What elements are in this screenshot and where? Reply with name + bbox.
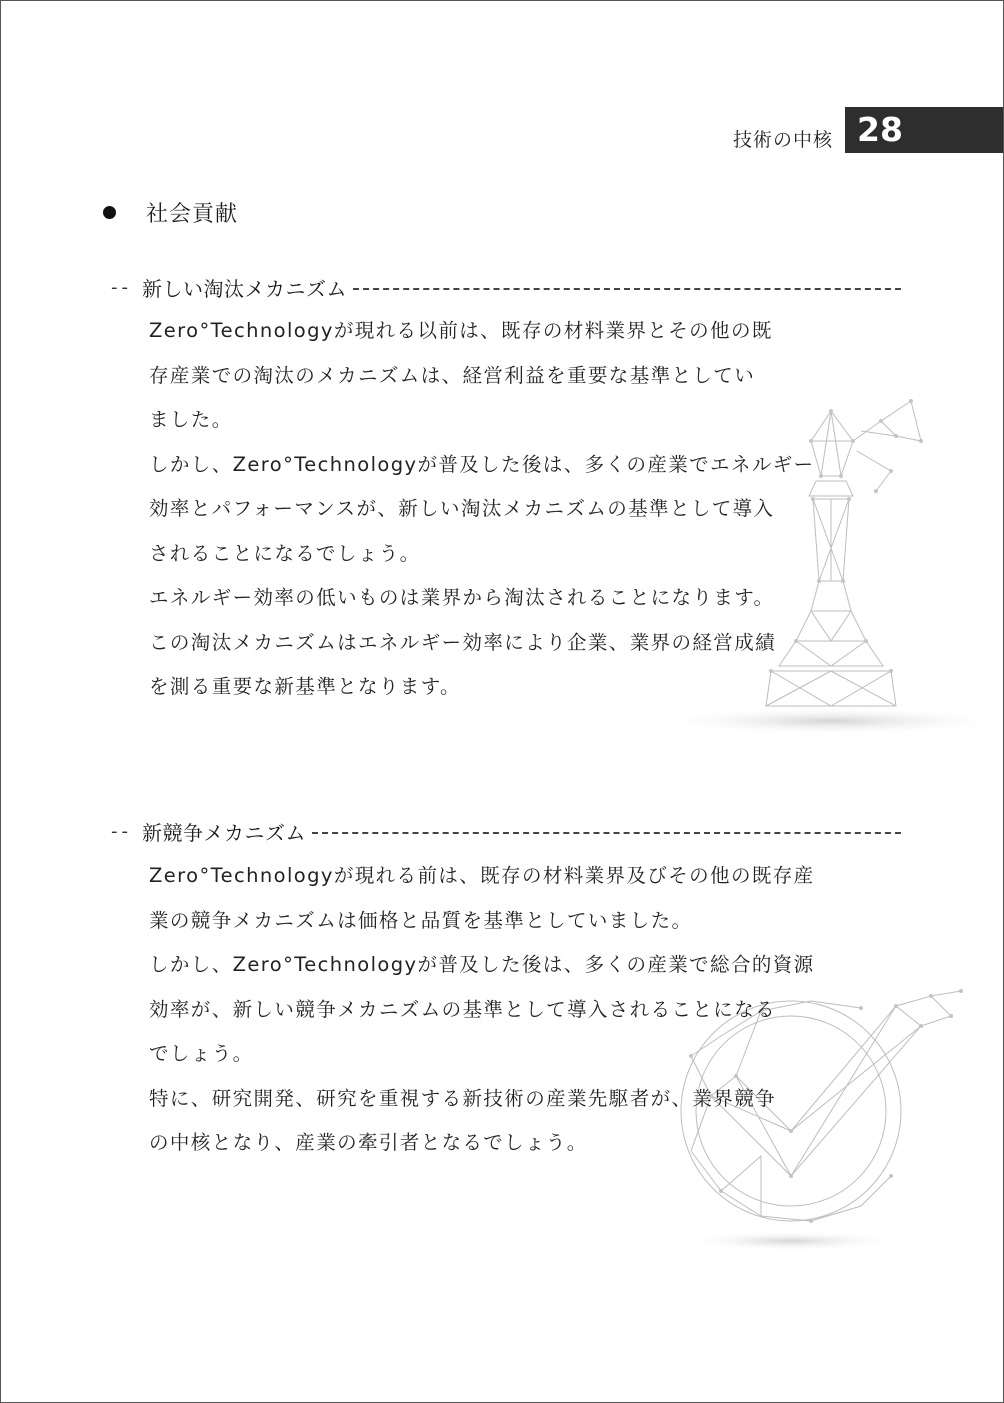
body-line: でしょう。 [149,1042,254,1065]
bullet-dot-icon [103,206,116,219]
dashed-rule [353,288,901,290]
body-line: しかし、Zero°Technologyが普及した後は、多くの産業で総合的資源 [149,953,815,976]
body-line: の中核となり、産業の牽引者となるでしょう。 [149,1131,588,1154]
subsection-heading-2 [111,817,901,846]
body-line: 効率が、新しい競争メカニズムの基準として導入されることになる [149,997,777,1021]
body-line: 特に、研究開発、研究を重視する新技術の産業先駆者が、業界競争 [149,1086,777,1110]
subsection-body-2 [149,854,839,1166]
section-heading [103,197,238,228]
body-line: を測る重要な新基準となります。 [149,675,461,698]
body-line: Zero°Technologyが現れる前は、既存の材料業界及びその他の既存産 [149,864,815,887]
body-line: されることになるでしょう。 [149,541,421,565]
body-line: 効率とパフォーマンスが、新しい淘汰メカニズムの基準として導入 [149,497,775,520]
subsection-body-1 [149,309,839,710]
dash-lead: -- [111,821,132,842]
body-line: 業の競争メカニズムは価格と品質を基準としていました。 [149,908,693,932]
body-line: しかし、Zero°Technologyが普及した後は、多くの産業でエネルギー [149,452,815,476]
subsection-heading-1 [111,273,901,302]
body-line: Zero°Technologyが現れる以前は、既存の材料業界とその他の既 [149,319,773,342]
subsection-title: 新しい淘汰メカニズム [142,277,347,301]
body-line: この淘汰メカニズムはエネルギー効率により企業、業界の経営成績 [149,630,777,654]
subsection-title: 新競争メカニズム [142,821,306,845]
dash-lead: -- [111,277,132,298]
body-line: 存産業での淘汰のメカニズムは、経営利益を重要な基準としてい [149,363,756,387]
page-number: 28 [845,107,1004,153]
dashed-rule [312,832,901,834]
section-title: 社会貢献 [146,202,239,227]
body-line: エネルギー効率の低いものは業界から淘汰されることになります。 [149,586,775,609]
chapter-label: 技術の中核 [732,129,833,151]
body-line: ました。 [149,408,233,431]
